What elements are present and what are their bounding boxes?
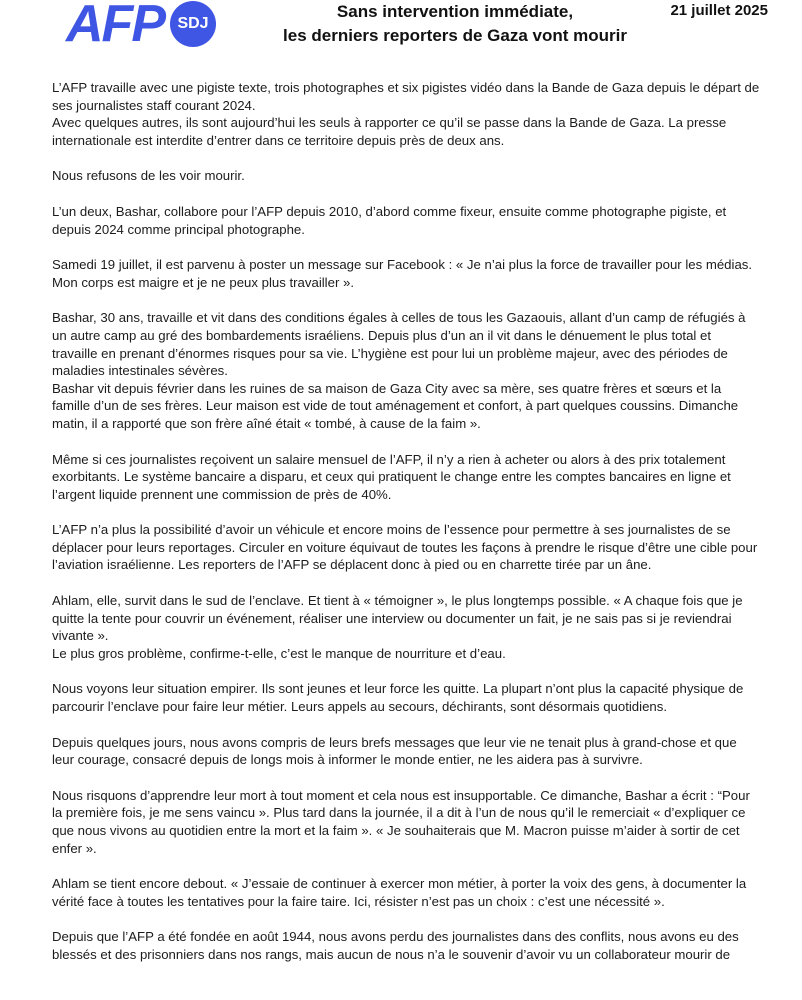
paragraph: L’un deux, Bashar, collabore pour l’AFP depuis 2010, d’abord comme fixeur, ensuite comme photographe pigiste, et depuis 2024 comme principal photographe.: [52, 203, 727, 237]
document-title: [250, 0, 660, 48]
paragraph: Bashar, 30 ans, travaille et vit dans des conditions égales à celles de tous les Gazaouis, allant d’un camp de réfugiés à un autre camp au gré des bombardements israéliens. Depuis plus d’un an il vit dans le dénuement le plus total et travaille en prenant d’énormes risques pour sa vie. L’hygiène est pour lui un problème majeur, avec des périodes de maladies intestinales sévères. Bashar vit depuis février dans les ruines de sa maison de Gaza City avec sa mère, ses quatre frères et sœurs et la famille d’un de ses frères. Leur maison est vide de tout aménagement et confort, à part quelques coussins. Dimanche matin, il a rapporté que son frère aîné était « tombé, à cause de la faim ».: [52, 310, 746, 431]
paragraph: Ahlam se tient encore debout. « J’essaie de continuer à exercer mon métier, à porter la voix des gens, à documenter la vérité face à toutes les tentatives pour la faire taire. Ici, résister n’est pas un choix : c’est une nécessité ».: [52, 876, 747, 909]
paragraph: Depuis quelques jours, nous avons compris de leurs brefs messages que leur vie ne tenait plus à grand-chose et que leur courage, consacré depuis de longs mois à informer le monde entier, ne les aidera pas à survivre.: [52, 734, 737, 768]
paragraph: Même si ces journalistes reçoivent un salaire mensuel de l’AFP, il n’y a rien à acheter ou alors à des prix totalement exorbitants. Le système bancaire a disparu, et ceux qui pratiquent le change entre les comptes bancaires en ligne et l’argent liquide prennent une commission de près de 40%.: [52, 451, 731, 502]
document-body: [52, 79, 760, 982]
paragraph: Nous refusons de les voir mourir.: [52, 168, 245, 184]
afp-sdj-logo: [66, 0, 216, 53]
paragraph: Depuis que l’AFP a été fondée en août 1944, nous avons perdu des journalistes dans des conflits, nous avons eu des blessés et des prisonniers dans nos rangs, mais aucun de nous n’a le souvenir d’avoir vu un collaborateur mourir de: [52, 929, 739, 962]
paragraph: Nous risquons d’apprendre leur mort à tout moment et cela nous est insupportable. Ce dimanche, Bashar a écrit : “Pour la première fois, je me sens vaincu ». Plus tard dans la journée, il a dit à l’un de nous qu’il le remerciait « d’expliquer ce que nous vivons au quotidien entre la mort et la faim ». « Je souhaiterais que M. Macron puisse m’aider à sortir de cet enfer ».: [52, 787, 750, 856]
logo-sdj-badge: SDJ: [170, 1, 216, 47]
logo-afp-text: AFP: [66, 0, 164, 53]
paragraph: Ahlam, elle, survit dans le sud de l’enclave. Et tient à « témoigner », le plus longtemps possible. « A chaque fois que je quitte la tente pour couvrir un événement, réaliser une interview ou documenter un fait, je ne sais pas si je reviendrai vivante ». Le plus gros problème, confirme-t-elle, c’est le manque de nourriture et d’eau.: [52, 593, 743, 661]
paragraph: L’AFP travaille avec une pigiste texte, trois photographes et six pigistes vidéo dans la Bande de Gaza depuis le départ de ses journalistes staff courant 2024. Avec quelques autres, ils sont aujourd’hui les seuls à rapporter ce qu’il se passe dans la Bande de Gaza. La presse internationale est interdite d’entrer dans ce territoire depuis près de deux ans.: [52, 80, 760, 148]
paragraph: Nous voyons leur situation empirer. Ils sont jeunes et leur force les quitte. La plupart n’ont plus la capacité physique de parcourir l’enclave pour faire leur métier. Leurs appels au secours, déchirants, sont désormais quotidiens.: [52, 681, 744, 715]
title-line-1: Sans intervention immédiate,: [336, 2, 574, 21]
paragraph: Samedi 19 juillet, il est parvenu à poster un message sur Facebook : « Je n’ai plus la force de travailler pour les médias. Mon corps est maigre et je ne peux plus travailler ».: [52, 257, 753, 290]
document-date: 21 juillet 2025: [670, 2, 768, 19]
title-line-2: les derniers reporters de Gaza vont mourir: [283, 26, 627, 45]
document-header: [0, 0, 802, 60]
paragraph: L’AFP n’a plus la possibilité d’avoir un véhicule et encore moins de l’essence pour permettre à ses journalistes de se déplacer pour leurs reportages. Circuler en voiture équivaut de toutes les façons à prendre le risque d’être une cible pour l’aviation israélienne. Les reporters de l’AFP se déplacent donc à pied ou en charrette tirée par un âne.: [52, 522, 758, 573]
